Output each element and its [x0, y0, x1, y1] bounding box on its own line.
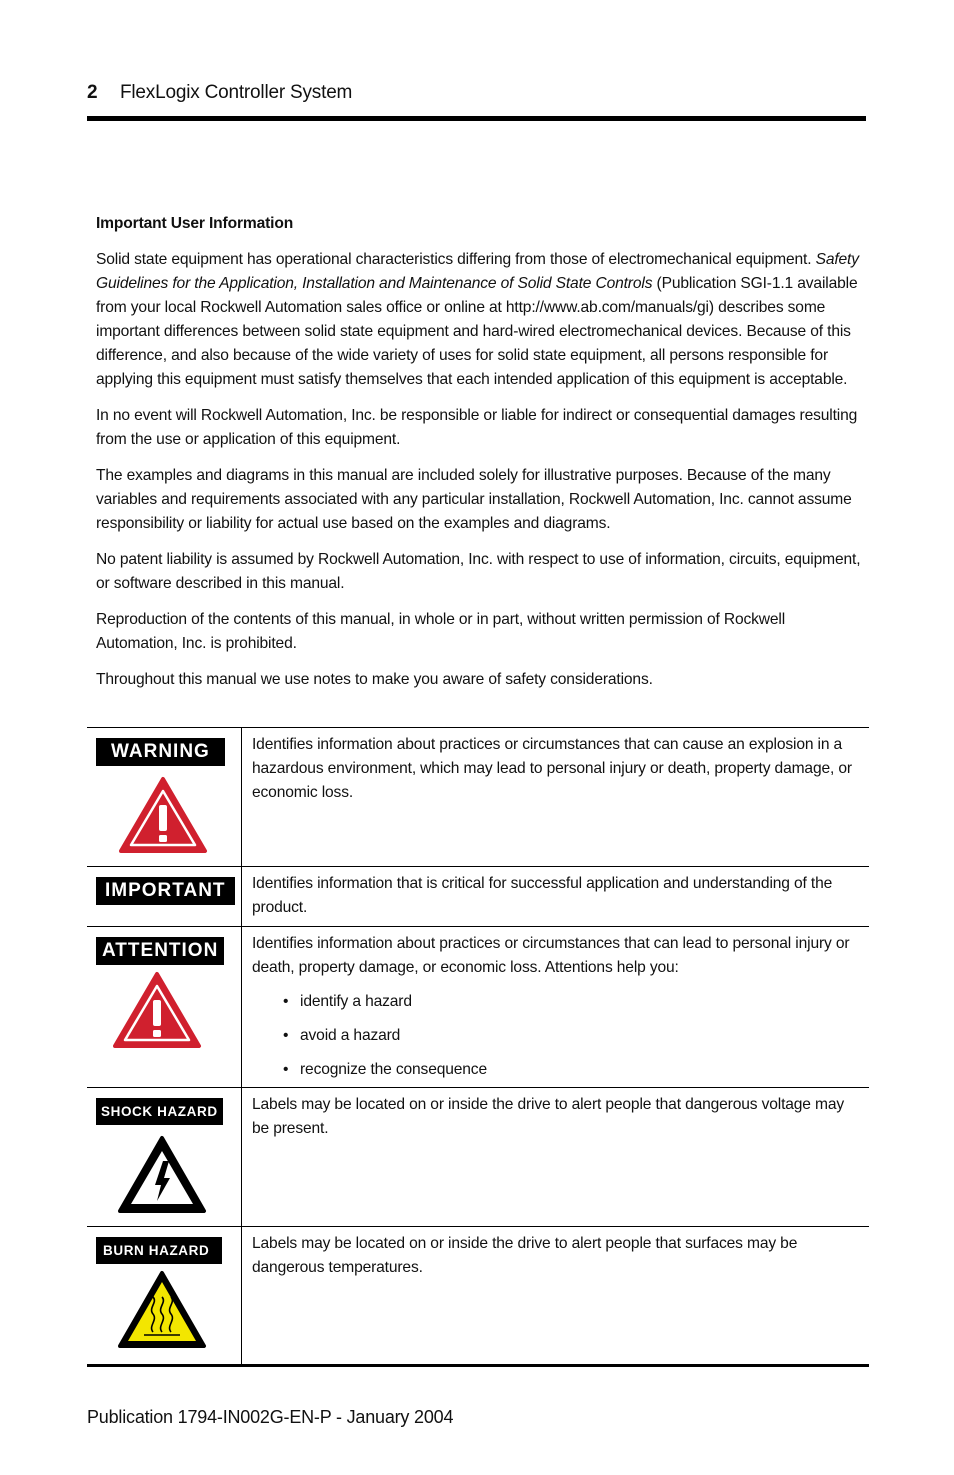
- list-item: • identify a hazard: [300, 990, 859, 1014]
- note-label-cell: [87, 927, 242, 1087]
- note-label-cell: [87, 1227, 242, 1364]
- note-row-important: [87, 867, 869, 927]
- attention-badge: ATTENTION: [96, 937, 224, 965]
- note-row-shock-hazard: [87, 1088, 869, 1227]
- warning-triangle-icon: [112, 971, 202, 1049]
- burn-hazard-description: Labels may be located on or inside the drive to alert people that surfaces may be dangerous temperatures.: [252, 1235, 798, 1276]
- publication-title: Safety Guidelines for the Application, Installation and Maintenance of Solid State Controls: [96, 251, 859, 292]
- lightning-bolt-icon: [117, 1135, 207, 1215]
- attention-description: [242, 927, 869, 1087]
- warning-badge: WARNING: [96, 738, 225, 766]
- paragraph-liability: In no event will Rockwell Automation, Inc. be responsible or liable for indirect or consequential damages resulting from the use or application of this equipment.: [96, 407, 858, 448]
- attention-text: Identifies information about practices or circumstances that can lead to personal injury or death, property damage, or economic loss. Attentions help you:: [252, 935, 850, 976]
- note-label-cell: [87, 867, 242, 926]
- shock-hazard-description: Labels may be located on or inside the drive to alert people that dangerous voltage may be present.: [252, 1096, 845, 1137]
- hot-surface-icon: [117, 1270, 207, 1350]
- running-title: FlexLogix Controller System: [120, 82, 353, 103]
- note-row-burn-hazard: [87, 1227, 869, 1364]
- paragraph-patent: No patent liability is assumed by Rockwell Automation, Inc. with respect to use of information, circuits, equipment, or software described in this manual.: [96, 551, 861, 592]
- section-title: Important User Information: [96, 215, 294, 232]
- paragraph-examples: The examples and diagrams in this manual are included solely for illustrative purposes. Because of the many variables and requirements associated with any particular installation, Rockwell Automation, Inc. cannot assume responsibility or liability for actual use based on the examples and diagrams.: [96, 467, 852, 532]
- burn-hazard-badge: BURN HAZARD: [96, 1237, 222, 1264]
- page-number: 2: [87, 82, 98, 103]
- important-badge: IMPORTANT: [96, 877, 235, 905]
- shock-hazard-badge: SHOCK HAZARD: [96, 1098, 223, 1125]
- warning-description: Identifies information about practices or circumstances that can cause an explosion in a hazardous environment, which may lead to personal injury or death, property damage, or economic loss.: [252, 736, 852, 801]
- note-label-cell: [87, 728, 242, 866]
- list-item: • recognize the consequence: [300, 1058, 859, 1082]
- important-description: Identifies information that is critical for successful application and understanding of the product.: [252, 875, 833, 916]
- paragraph-notes-intro: Throughout this manual we use notes to make you aware of safety considerations.: [96, 671, 653, 688]
- publication-footer: Publication 1794-IN002G-EN-P - January 2004: [87, 1407, 454, 1427]
- warning-triangle-icon: [118, 776, 208, 854]
- safety-notes-table: [87, 727, 869, 1367]
- header-rule: [87, 116, 866, 121]
- paragraph-reproduction: Reproduction of the contents of this manual, in whole or in part, without written permission of Rockwell Automation, Inc. is prohibited.: [96, 611, 786, 652]
- paragraph-solid-state: [96, 248, 861, 392]
- paragraph-solid-state-rest: (Publication SGI-1.1 available from your local Rockwell Automation sales office or online at http://www.ab.com/manuals/gi) describes some important differences between solid state equipment and hard-wired electromechanical devices. Because of this difference, and also because of the wide variety of uses for solid state equipment, all persons responsible for applying this equipment must satisfy themselves that each intended application of this equipment is acceptable.: [96, 275, 858, 388]
- page-header: [87, 80, 866, 122]
- note-row-attention: [87, 927, 869, 1088]
- important-user-information: [96, 212, 861, 704]
- list-item: • avoid a hazard: [300, 1024, 859, 1048]
- paragraph-solid-state-intro: Solid state equipment has operational characteristics differing from those of electromechanical equipment.: [96, 251, 812, 268]
- attention-bullet-list: [300, 990, 859, 1082]
- note-label-cell: [87, 1088, 242, 1226]
- note-row-warning: [87, 728, 869, 867]
